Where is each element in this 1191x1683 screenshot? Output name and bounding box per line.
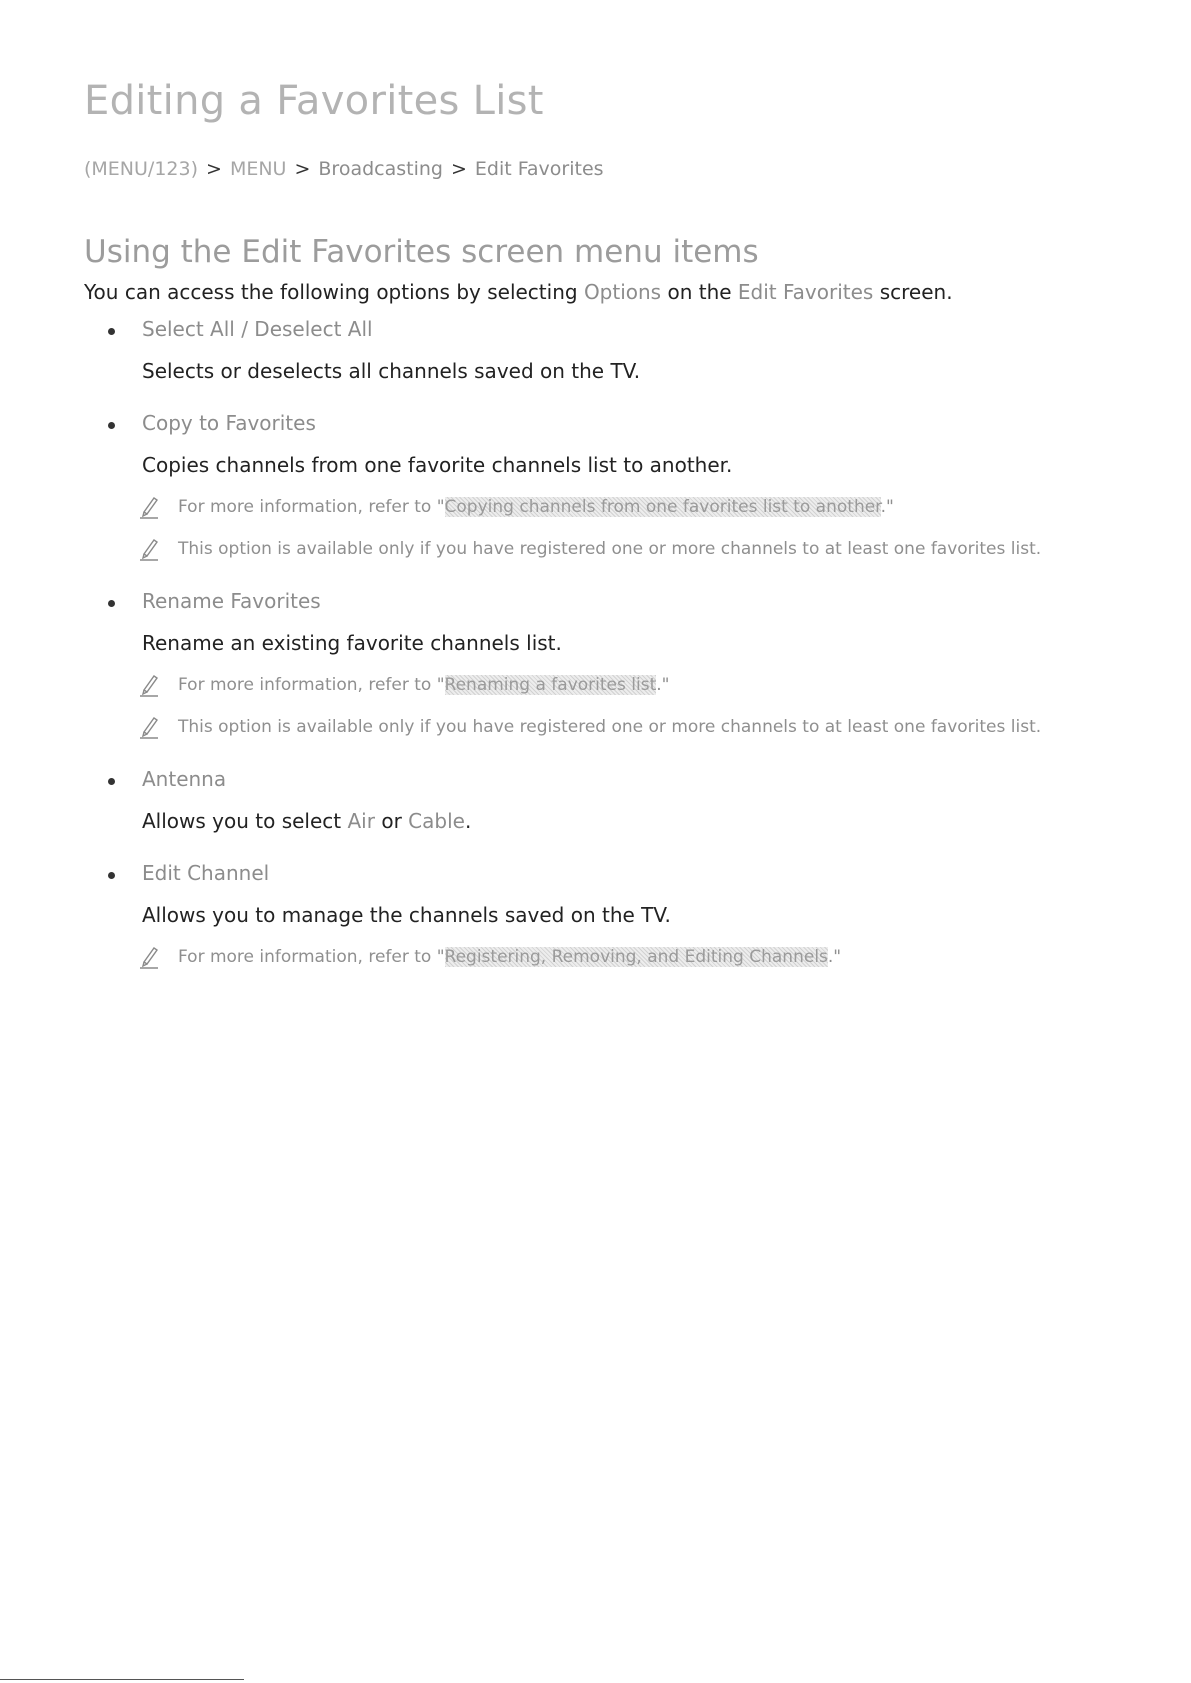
- item-description: [142, 808, 1114, 834]
- intro-text: You can access the following options by selecting: [84, 280, 584, 304]
- item-title: Edit Channel: [142, 861, 270, 885]
- desc-text: Allows you to select: [142, 809, 348, 833]
- note-prefix: For more information, refer to ": [178, 497, 445, 517]
- bullet-icon: [108, 422, 115, 429]
- item-title: Copy to Favorites: [142, 411, 316, 435]
- note: [136, 714, 1114, 740]
- item-description: Rename an existing favorite channels list.: [142, 631, 562, 655]
- breadcrumb-separator: >: [206, 158, 222, 180]
- intro-text: on the: [661, 280, 738, 304]
- note: [136, 536, 1114, 562]
- breadcrumb-separator: >: [450, 158, 467, 180]
- pencil-note-icon: [136, 670, 162, 698]
- breadcrumb-item-menu[interactable]: MENU: [229, 158, 287, 180]
- list-item-copy-to-favorites: [84, 410, 1114, 562]
- list-item-antenna: [84, 766, 1114, 834]
- desc-text: or: [374, 809, 409, 833]
- intro-term-edit-favorites: Edit Favorites: [737, 280, 874, 304]
- reference-link[interactable]: Registering, Removing, and Editing Channels: [444, 947, 828, 967]
- note-text: [178, 947, 841, 967]
- footer-divider: [0, 1679, 244, 1680]
- breadcrumb-item-menu-123[interactable]: (MENU/123): [84, 158, 199, 180]
- reference-link[interactable]: Copying channels from one favorites list to another: [444, 497, 881, 517]
- note-prefix: For more information, refer to ": [178, 947, 445, 967]
- pencil-note-icon: [136, 942, 162, 970]
- note: [136, 672, 1114, 698]
- note-suffix: .": [880, 497, 894, 517]
- item-title: Select All / Deselect All: [142, 317, 373, 341]
- list-item-select-all: [84, 316, 1114, 384]
- term-air: Air: [347, 809, 375, 833]
- item-title: Rename Favorites: [142, 589, 321, 613]
- note-text: This option is available only if you have registered one or more channels to at least one favorites list.: [178, 717, 1042, 737]
- pencil-note-icon: [136, 534, 162, 562]
- breadcrumb-item-edit-favorites[interactable]: Edit Favorites: [474, 158, 604, 180]
- note: [136, 944, 1114, 970]
- breadcrumb-separator: >: [294, 158, 311, 180]
- pencil-note-icon: [136, 492, 162, 520]
- note: [136, 494, 1114, 520]
- intro-text: screen.: [873, 280, 953, 304]
- note-suffix: .": [827, 947, 842, 967]
- note-suffix: .": [656, 675, 670, 695]
- breadcrumb-item-broadcasting[interactable]: Broadcasting: [318, 158, 443, 180]
- note-text: [178, 497, 894, 517]
- reference-link[interactable]: Renaming a favorites list: [444, 675, 657, 695]
- term-cable: Cable: [408, 809, 465, 833]
- intro-term-options: Options: [583, 280, 662, 304]
- note-prefix: For more information, refer to ": [178, 675, 445, 695]
- item-description: Copies channels from one favorite channels list to another.: [142, 453, 733, 477]
- desc-text: .: [464, 809, 472, 833]
- bullet-icon: [108, 872, 115, 879]
- breadcrumb: [84, 158, 604, 180]
- item-description: Allows you to manage the channels saved on the TV.: [142, 903, 671, 927]
- note-text: [178, 675, 669, 695]
- item-description: Selects or deselects all channels saved on the TV.: [142, 359, 641, 383]
- pencil-note-icon: [136, 712, 162, 740]
- menu-items-list: [84, 316, 1114, 970]
- page-title: Editing a Favorites List: [84, 78, 544, 124]
- bullet-icon: [108, 328, 115, 335]
- list-item-edit-channel: [84, 860, 1114, 970]
- item-title: Antenna: [142, 767, 227, 791]
- section-intro: [84, 280, 953, 304]
- bullet-icon: [108, 600, 115, 607]
- list-item-rename-favorites: [84, 588, 1114, 740]
- note-text: This option is available only if you have registered one or more channels to at least one favorites list.: [178, 539, 1042, 559]
- section-title: Using the Edit Favorites screen menu items: [84, 234, 759, 270]
- bullet-icon: [108, 778, 115, 785]
